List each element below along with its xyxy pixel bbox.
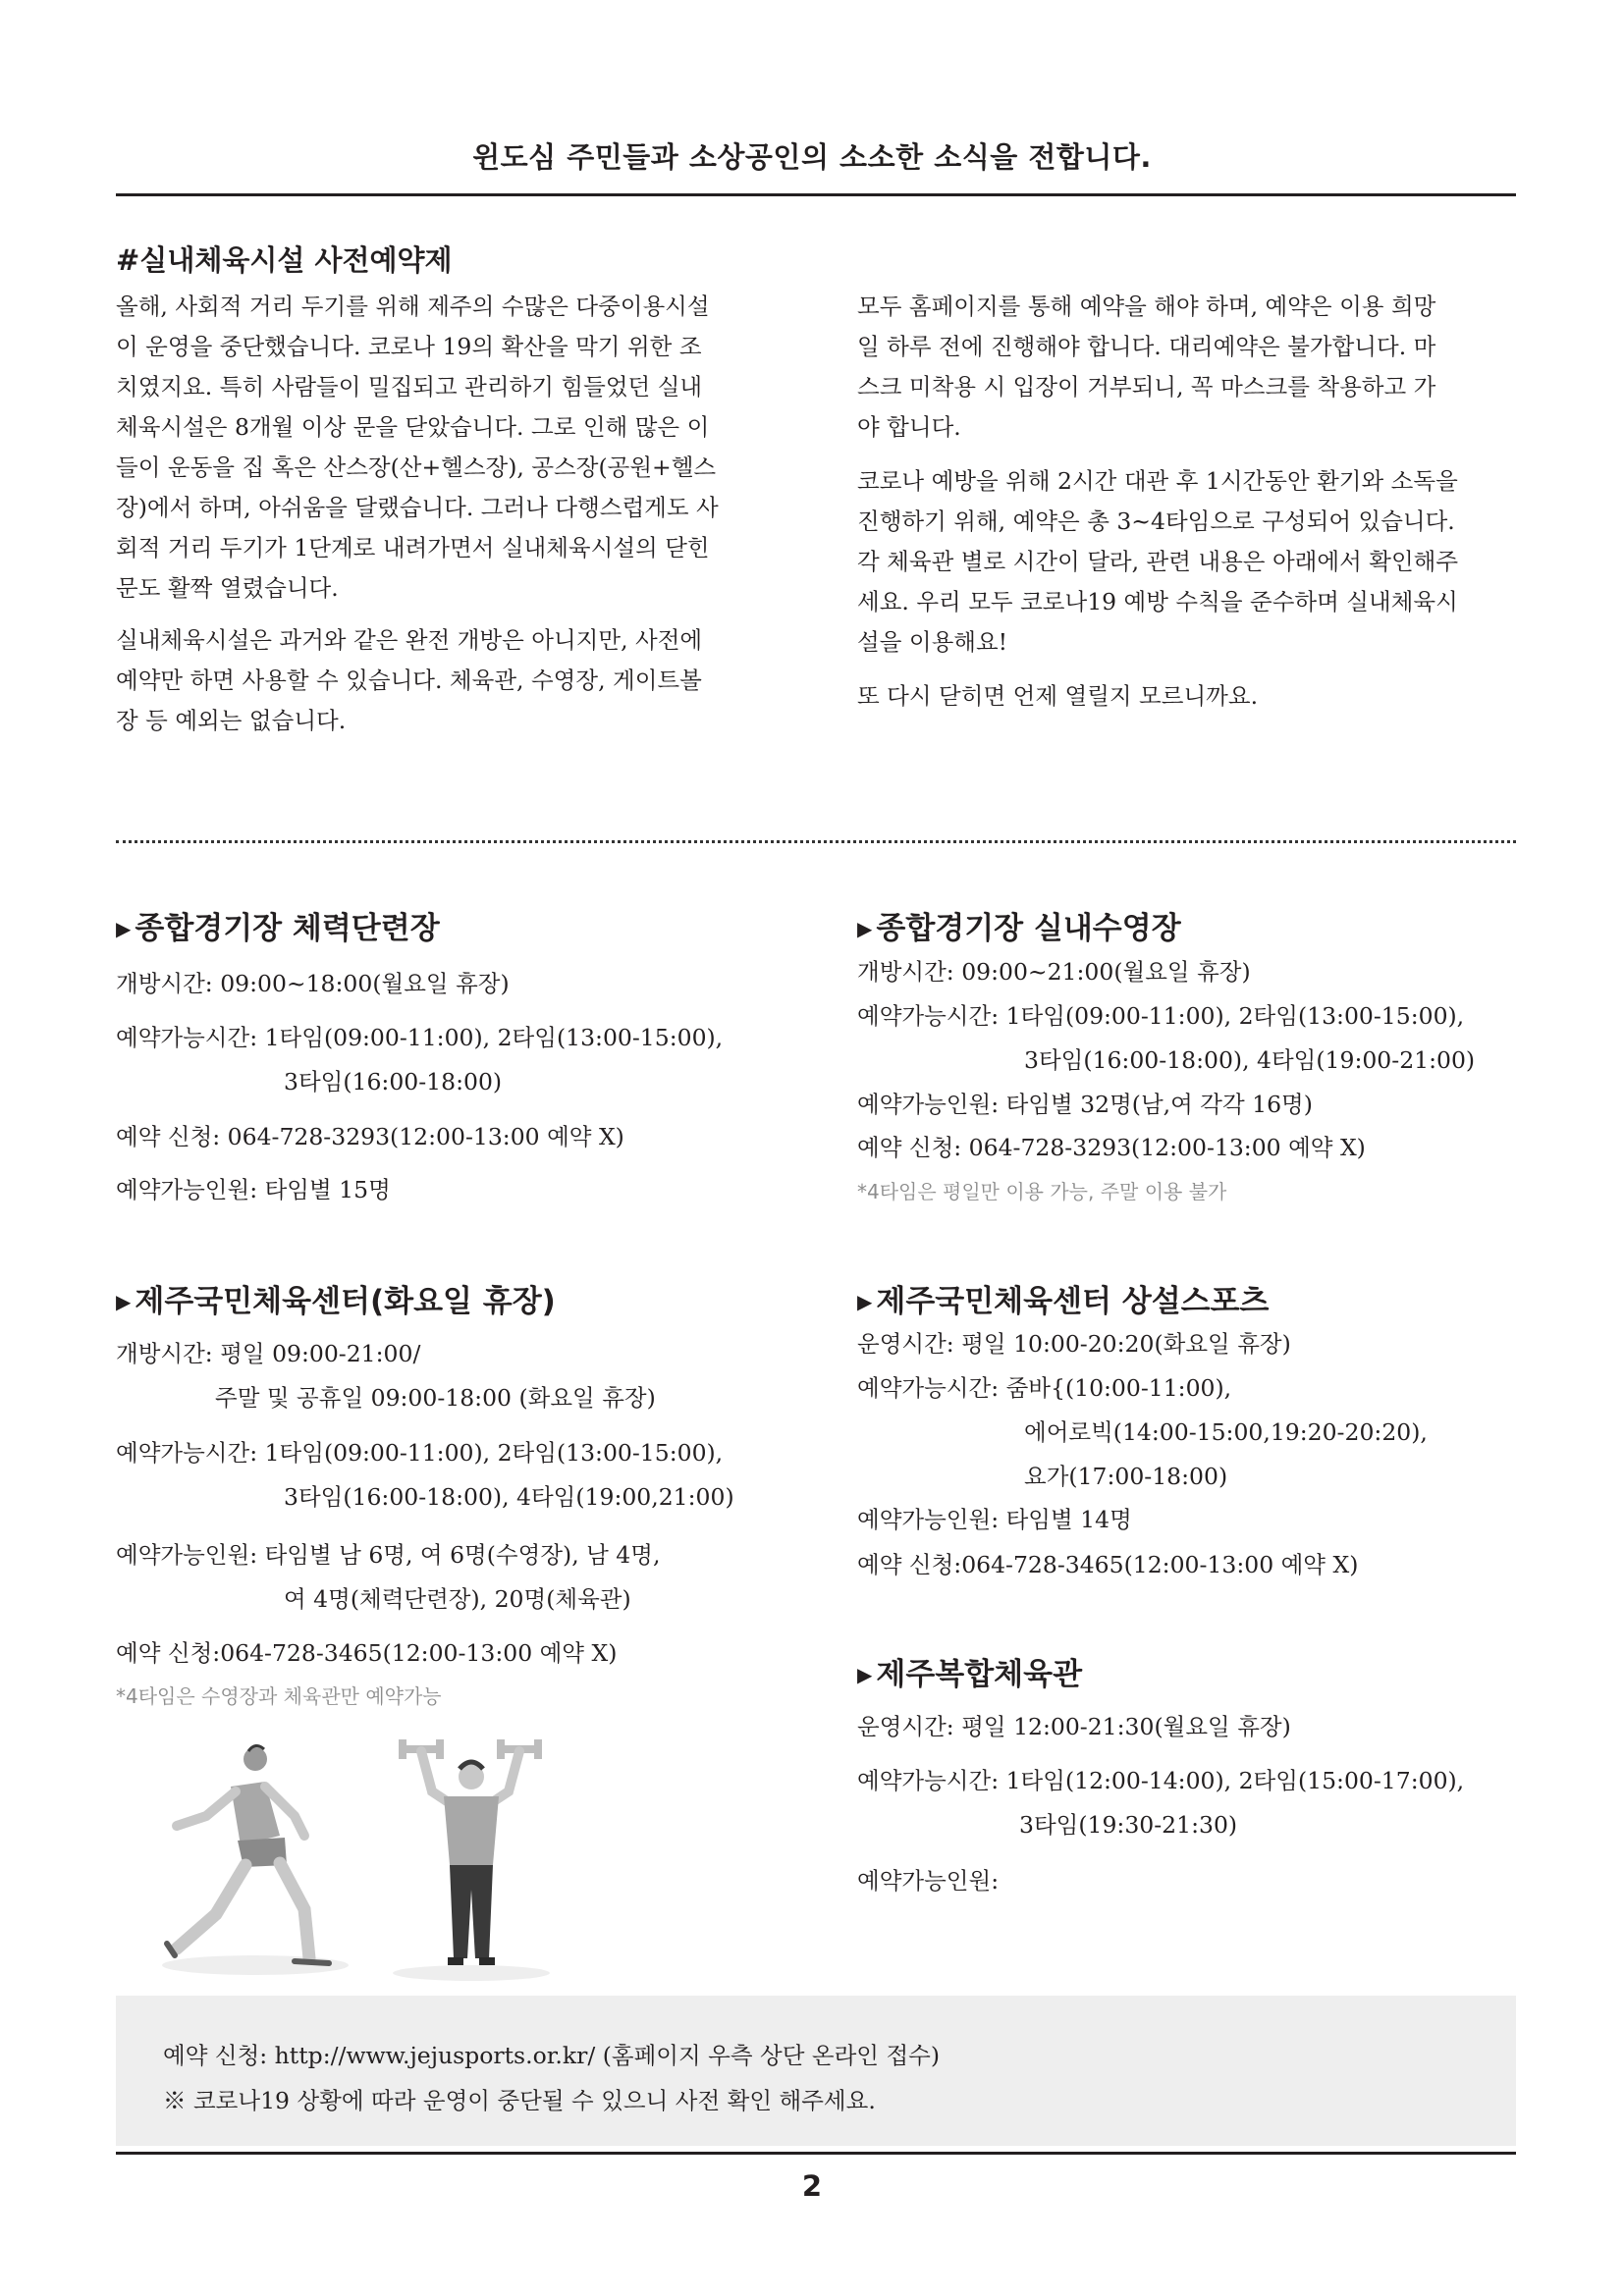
facility-line: 예약가능시간: 1타임(09:00-11:00), 2타임(13:00-15:00), bbox=[116, 1024, 724, 1051]
facility-line: 3타임(19:30-21:30) bbox=[1019, 1811, 1238, 1839]
intro-paragraph: 또 다시 닫히면 언제 열릴지 모르니까요. bbox=[857, 682, 1259, 710]
facility-line: 개방시간: 09:00~21:00(월요일 휴장) bbox=[857, 958, 1251, 986]
facility-line: 3타임(16:00-18:00) bbox=[284, 1068, 503, 1095]
facility-line: 주말 및 공휴일 09:00-18:00 (화요일 휴장) bbox=[215, 1384, 656, 1412]
weightlifter-figure bbox=[393, 1739, 550, 1981]
facility-line: 예약가능시간: 1타임(09:00-11:00), 2타임(13:00-15:00), bbox=[857, 1002, 1465, 1030]
facility-line: 예약가능인원: 타임별 남 6명, 여 6명(수영장), 남 4명, bbox=[116, 1541, 661, 1569]
facility-line: 에어로빅(14:00-15:00,19:20-20:20), bbox=[1024, 1418, 1428, 1446]
triangle-right-icon: ▶ bbox=[857, 917, 873, 940]
section-heading-regular-sports: ▶ 제주국민체육센터 상설스포츠 bbox=[857, 1284, 1270, 1319]
exercise-illustration bbox=[147, 1737, 619, 1983]
footer-rule bbox=[116, 2152, 1516, 2155]
facility-line: 여 4명(체력단련장), 20명(체육관) bbox=[284, 1585, 631, 1613]
facility-line: 예약가능인원: 타임별 32명(남,여 각각 16명) bbox=[857, 1091, 1313, 1118]
facility-line: 예약 신청:064-728-3465(12:00-13:00 예약 X) bbox=[116, 1639, 618, 1667]
section-heading-pool: ▶ 종합경기장 실내수영장 bbox=[857, 911, 1181, 946]
intro-right-column bbox=[857, 287, 1525, 717]
facility-line: 예약가능시간: 1타임(09:00-11:00), 2타임(13:00-15:00), bbox=[116, 1439, 724, 1467]
triangle-right-icon: ▶ bbox=[857, 1663, 873, 1686]
facility-line: 개방시간: 평일 09:00-21:00/ bbox=[116, 1340, 421, 1367]
facility-line: 예약가능시간: 줌바{(10:00-11:00), bbox=[857, 1374, 1232, 1402]
intro-heading: #실내체육시설 사전예약제 bbox=[116, 243, 453, 277]
triangle-right-icon: ▶ bbox=[116, 1290, 132, 1313]
facility-line: 예약 신청: 064-728-3293(12:00-13:00 예약 X) bbox=[857, 1134, 1366, 1161]
footer-info-box bbox=[116, 1996, 1516, 2146]
facility-note: *4타임은 수영장과 체육관만 예약가능 bbox=[116, 1684, 442, 1708]
facility-line: 운영시간: 평일 12:00-21:30(월요일 휴장) bbox=[857, 1713, 1291, 1740]
footer-notice: ※ 코로나19 상황에 따라 운영이 중단될 수 있으니 사전 확인 해주세요. bbox=[163, 2087, 876, 2114]
intro-paragraph: 모두 홈페이지를 통해 예약을 해야 하며, 예약은 이용 희망 일 하루 전에 진행해야 합니다. 대리예약은 불가합니다. 마 스크 미착용 시 입장이 거부되니, 꼭 마스크를 착용하고 가 야 합니다. bbox=[857, 293, 1436, 441]
page-number: 2 bbox=[801, 2169, 823, 2203]
facility-line: 예약가능인원: 타임별 15명 bbox=[116, 1176, 391, 1203]
facility-line: 개방시간: 09:00~18:00(월요일 휴장) bbox=[116, 970, 510, 997]
facility-line: 3타임(16:00-18:00), 4타임(19:00-21:00) bbox=[1024, 1046, 1476, 1074]
dotted-divider bbox=[116, 840, 1516, 843]
triangle-right-icon: ▶ bbox=[116, 917, 132, 940]
facility-line: 예약가능인원: bbox=[857, 1867, 1000, 1895]
facility-line: 운영시간: 평일 10:00-20:20(화요일 휴장) bbox=[857, 1330, 1291, 1358]
triangle-right-icon: ▶ bbox=[857, 1290, 873, 1313]
page-header-title: 윈도심 주민들과 소상공인의 소소한 소식을 전합니다. bbox=[472, 140, 1152, 174]
facility-line: 예약 신청: 064-728-3293(12:00-13:00 예약 X) bbox=[116, 1123, 624, 1150]
footer-reservation-url: 예약 신청: http://www.jejusports.or.kr/ (홈페이지 우측 상단 온라인 접수) bbox=[163, 2042, 941, 2069]
runner-figure bbox=[162, 1745, 349, 1975]
section-heading-national-center: ▶ 제주국민체육센터(화요일 휴장) bbox=[116, 1284, 556, 1319]
facility-note: *4타임은 평일만 이용 가능, 주말 이용 불가 bbox=[857, 1180, 1227, 1203]
header-rule bbox=[116, 193, 1516, 196]
intro-paragraph: 실내체육시설은 과거와 같은 완전 개방은 아니지만, 사전에 예약만 하면 사용할 수 있습니다. 체육관, 수영장, 게이트볼 장 등 예외는 없습니다. bbox=[116, 626, 703, 734]
section-heading-complex-gym: ▶ 제주복합체육관 bbox=[857, 1657, 1083, 1692]
intro-left-column bbox=[116, 287, 784, 741]
facility-line: 요가(17:00-18:00) bbox=[1024, 1463, 1228, 1490]
facility-line: 예약가능인원: 타임별 14명 bbox=[857, 1506, 1132, 1533]
facility-line: 예약 신청:064-728-3465(12:00-13:00 예약 X) bbox=[857, 1551, 1359, 1578]
intro-paragraph: 올해, 사회적 거리 두기를 위해 제주의 수많은 다중이용시설 이 운영을 중단했습니다. 코로나 19의 확산을 막기 위한 조 치였지요. 특히 사람들이 밀집되고 관리하기 힘들었던 실내 체육시설은 8개월 이상 문을 닫았습니다. 그로 인해 많은 이 들이 운동을 집 혹은 산스장(산+헬스장), 공스장(공원+헬스 장)에서 하며, 아쉬움을 달랬습니다. 그러나 다행스럽게도 사 회적 거리 두기가 1단계로 내려가면서 실내체육시설의 닫힌 문도 활짝 열렸습니다. bbox=[116, 293, 719, 602]
facility-line: 예약가능시간: 1타임(12:00-14:00), 2타임(15:00-17:00), bbox=[857, 1767, 1465, 1794]
intro-paragraph: 코로나 예방을 위해 2시간 대관 후 1시간동안 환기와 소독을 진행하기 위해, 예약은 총 3~4타임으로 구성되어 있습니다. 각 체육관 별로 시간이 달라, 관련 내용은 아래에서 확인해주 세요. 우리 모두 코로나19 예방 수칙을 준수하며 실내체육시 설을 이용해요! bbox=[857, 467, 1459, 656]
facility-line: 3타임(16:00-18:00), 4타임(19:00,21:00) bbox=[284, 1483, 734, 1511]
section-heading-fitness: ▶ 종합경기장 체력단련장 bbox=[116, 911, 440, 946]
